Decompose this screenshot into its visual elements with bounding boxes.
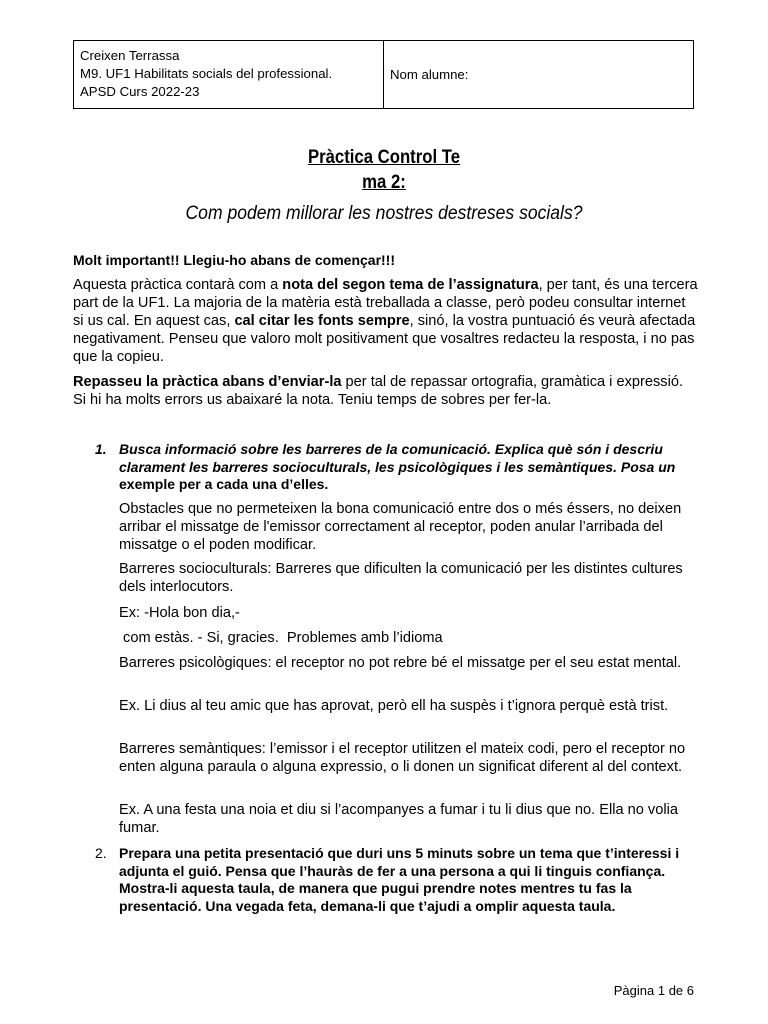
course-year: APSD Curs 2022-23 (80, 84, 200, 99)
intro-p2-text: per tal de repassar ortografia, gramàtica i expressió. Si hi ha molts errors us abaixaré la nota. Teniu temps de sobres per fer-la. (73, 374, 683, 408)
question-2-number: 2. (95, 845, 107, 861)
answer-paragraph: Barreres socioculturals: Barreres que dificulten la comunicació per les distintes cultures dels interlocutors. (119, 561, 683, 595)
student-name-label: Nom alumne: (390, 67, 469, 82)
answer-paragraph: com estàs. - Si, gracies. Problemes amb l’idioma (119, 630, 443, 646)
intro-p2-bold: Repasseu la pràctica abans d’enviar-la (73, 374, 342, 390)
question-1-prompt-end: exemple per a cada una d’elles. (119, 476, 329, 492)
page-number: Pàgina 1 de 6 (613, 983, 694, 998)
question-1-prompt: Busca informació sobre les barreres de la comunicació. Explica què són i descriu clarament les barreres socioculturals, les psicològiques i les semàntiques. Posa un (119, 441, 676, 475)
question-2-text: Prepara una petita presentació que duri uns 5 minuts sobre un tema que t’interessi i adjunta el guió. Pensa que l’hauràs de fer a una persona a qui li tinguis confiança. Mostra-li aquesta taula, de manera que pugui prendre notes mentres tu fas la presentació. Una vegada feta, demana-li que t’ajudi a omplir aquesta taula. (119, 845, 680, 914)
question-1-text (119, 441, 699, 494)
intro-p1-text-2: , per tant, és una tercera part de la UF1. La majoria de la matèria està treballada a classe, però podeu consultar internet si us cal. En aquest cas, (73, 277, 698, 329)
intro-p1-text: Aquesta pràctica contarà com a (73, 277, 283, 293)
intro-paragraph-2 (73, 373, 698, 409)
answer-paragraph: Ex. Li dius al teu amic que has aprovat, però ell ha suspès i t’ignora perquè està trist. (119, 698, 669, 714)
intro-p1-text-3: , sinó, la vostra puntuació és veurà afectada negativament. Penseu que valoro molt positivament que vosaltres redacteu la resposta, i no pas que la copieu. (73, 313, 696, 365)
answer-paragraph: Obstacles que no permeteixen la bona comunicació entre dos o més éssers, no deixen arribar el missatge de l'emissor correctament al receptor, poden anular l’arribada del missatge o el poden modificar. (119, 501, 682, 553)
answer-paragraph: Barreres semàntiques: l’emissor i el receptor utilitzen el mateix codi, pero el receptor no enten alguna paraula o alguna expressio, o li donen un significat diferent al del context. (119, 741, 686, 775)
answer-paragraph: Ex: -Hola bon dia,- (119, 605, 240, 621)
page-title-line1: Pràctica Control Te (307, 147, 461, 168)
header-table (73, 40, 694, 109)
answer-paragraph: Barreres psicològiques: el receptor no pot rebre bé el missatge per el seu estat mental. (119, 655, 682, 671)
header-course-info (74, 41, 384, 108)
intro-paragraph-1 (73, 276, 698, 366)
question-1-number: 1. (95, 441, 107, 457)
header-student-cell (384, 41, 693, 108)
page-title-line2: ma 2: (362, 172, 406, 193)
module-name: M9. UF1 Habilitats socials del professional. (80, 66, 333, 81)
intro-p1-bold-2: cal citar les fonts sempre (234, 313, 410, 329)
school-name: Creixen Terrassa (80, 48, 180, 63)
answer-paragraph: Ex. A una festa una noia et diu si l’acompanyes a fumar i tu li dius que no. Ella no volia fumar. (119, 802, 678, 836)
important-notice: Molt important!! Llegiu-ho abans de començar!!! (73, 252, 396, 268)
page-subtitle: Com podem millorar les nostres destreses socials? (185, 202, 583, 224)
intro-p1-bold: nota del segon tema de l’assignatura (282, 277, 539, 293)
